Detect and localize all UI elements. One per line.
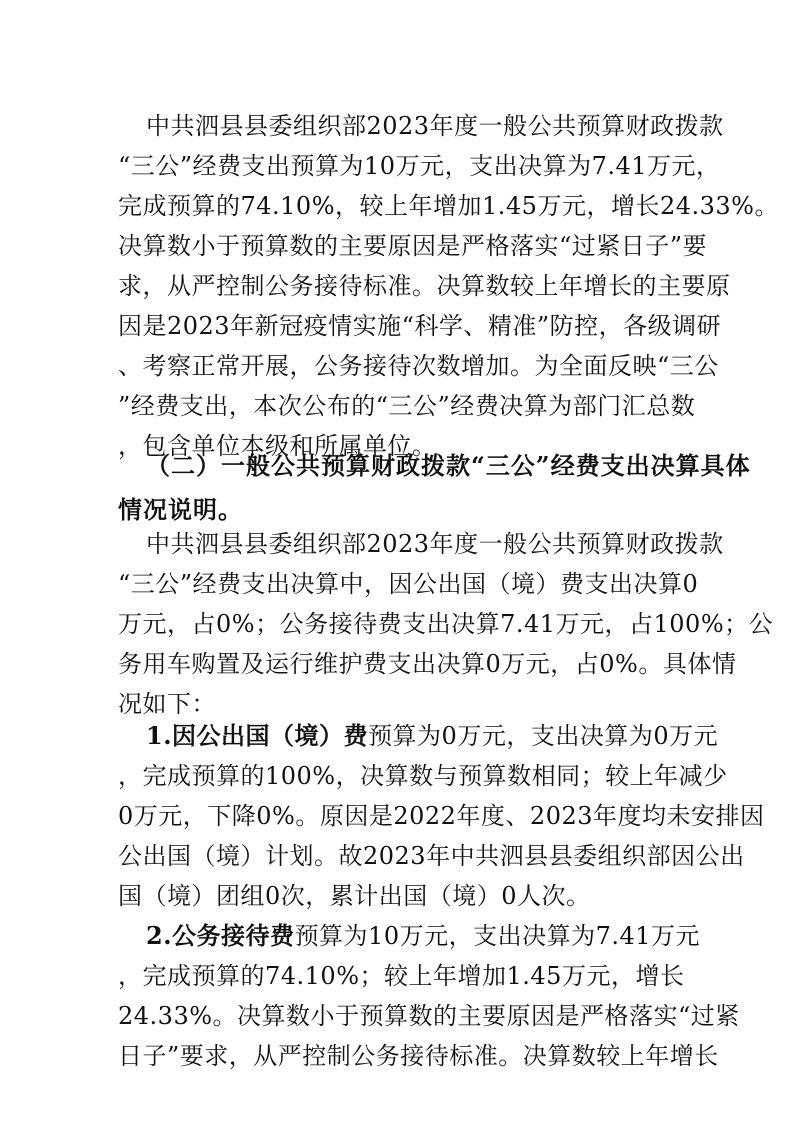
item-1-first-line — [146, 716, 719, 756]
paragraph-1-line: 、考察正常开展，公务接待次数增加。为全面反映“三公 — [118, 352, 719, 380]
paragraph-2-line: 万元，占0%；公务接待费支出决算7.41万元，占100%；公 — [118, 610, 774, 638]
item-1-line: 公出国（境）计划。故2023年中共泗县县委组织部因公出 — [118, 842, 745, 870]
paragraph-2-line: “三公”经费支出决算中，因公出国（境）费支出决算0 — [118, 570, 699, 598]
section-heading-line: 情况说明。 — [118, 495, 243, 524]
paragraph-2-line: 况如下： — [118, 690, 216, 718]
paragraph-1-line: 完成预算的74.10%，较上年增加1.45万元，增长24.33%。 — [118, 192, 779, 220]
paragraph-1-line: 决算数小于预算数的主要原因是严格落实“过紧日子”要 — [118, 232, 708, 260]
paragraph-1-line: ，包含单位本级和所属单位。 — [118, 432, 437, 460]
item-2-first-line — [146, 916, 716, 956]
item-2-line: 24.33%。决算数小于预算数的主要原因是严格落实“过紧 — [118, 1002, 740, 1030]
paragraph-1-line: 中共泗县县委组织部2023年度一般公共预算财政拨款 — [146, 112, 724, 140]
paragraph-2-line: 中共泗县县委组织部2023年度一般公共预算财政拨款 — [146, 530, 724, 558]
paragraph-1-line: ”经费支出，本次公布的“三公”经费决算为部门汇总数 — [118, 392, 696, 420]
item-2-title: 2.公务接待费 — [146, 921, 295, 950]
paragraph-2-line: 务用车购置及运行维护费支出决算0万元，占0%。具体情 — [118, 650, 737, 678]
item-2-text: 预算为10万元，支出决算为7.41万元 — [294, 922, 701, 950]
item-1-line: 国（境）团组0次，累计出国（境）0人次。 — [118, 882, 591, 910]
item-1-line: 0万元，下降0%。原因是2022年度、2023年度均未安排因 — [118, 802, 765, 830]
item-2-line: 日子”要求，从严控制公务接待标准。决算数较上年增长 — [118, 1042, 719, 1070]
paragraph-1-line: “三公”经费支出预算为10万元，支出决算为7.41万元， — [118, 152, 721, 180]
paragraph-1-line: 求，从严控制公务接待标准。决算数较上年增长的主要原 — [118, 272, 731, 300]
item-1-text: 预算为0万元，支出决算为0万元 — [368, 722, 719, 750]
paragraph-1-line: 因是2023年新冠疫情实施“科学、精准”防控，各级调研 — [118, 312, 722, 340]
section-heading-line: （二）一般公共预算财政拨款“三公”经费支出决算具体 — [146, 451, 751, 480]
item-2-line: ，完成预算的74.10%；较上年增加1.45万元，增长 — [118, 962, 685, 990]
item-1-title: 1.因公出国（境）费 — [146, 721, 369, 750]
item-1-line: ，完成预算的100%，决算数与预算数相同；较上年减少 — [118, 762, 728, 790]
